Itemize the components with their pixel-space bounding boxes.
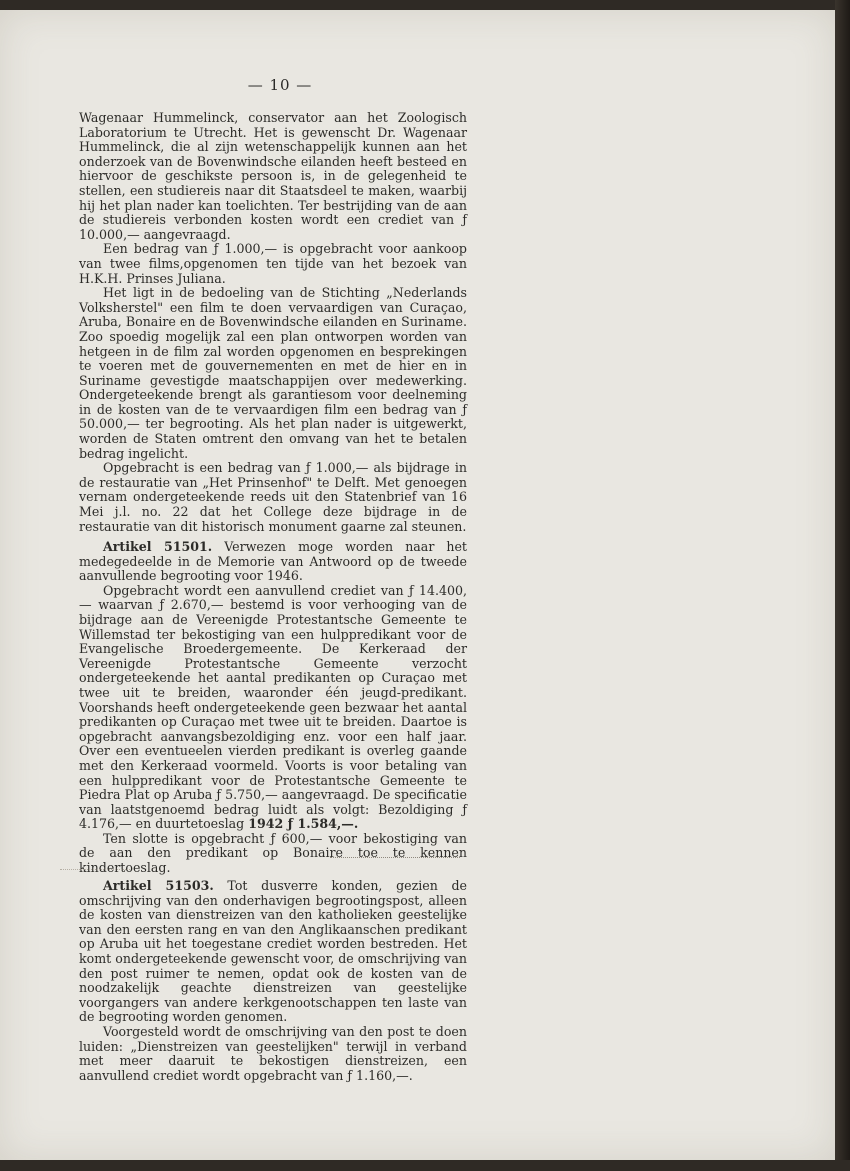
separator-dots [60,869,130,872]
paragraph: Wagenaar Hummelinck, conservator aan het Zoologisch Laboratorium te Utrecht. Het is gewenscht Dr. Wagenaar Hummelinck, die al zijn wetenschappelijk kunnen aan het onderzoek van de Bovenwindsche eilanden heeft besteed en hiervoor de geschikste persoon is, in de gelegenheid te stellen, een studiereis naar dit Staatsdeel te maken, waarbij hij het plan nader kan toelichten. Ter bestrijding van de aan de studiereis verbonden kosten wordt een crediet van ƒ 10.000,— aangevraagd. [79,110,467,242]
section-artikel-51501 [79,540,467,876]
paragraph: Opgebracht is een bedrag van ƒ 1.000,— als bijdrage in de restauratie van „Het Prinsenhof" te Delft. Met genoegen vernam ondergeteekende reeds uit den Statenbrief van 16 Mei j.l. no. 22 dat het College deze bijdrage in de restauratie van dit historisch monument gaarne zal steunen. [79,460,467,534]
article-intro-text: Tot dusverre konden, gezien de omschrijving van den onderhavigen begrootingspost, alleen de kosten van dienstreizen van den katholieken geestelijke van den eersten rang en van den Anglikaanschen predikant op Aruba uit het toegestane crediet worden bestreden. Het komt ondergeteekende gewenscht voor, de omschrijving van den post ruimer te nemen, opdat ook de kosten van de noodzakelijk geachte dienstreizen van geestelijke voorgangers van andere kerkgenootschappen ten laste van de begrooting worden genomen. [79,878,467,1025]
paragraph: Voorgesteld wordt de omschrijving van den post te doen luiden: „Dienstreizen van geestelijken" terwijl in verband met meer daaruit te bekostigen dienstreizen, een aanvullend crediet wordt opgebracht van ƒ 1.160,—. [79,1023,467,1083]
scan-border-bottom [0,1160,850,1171]
article-label: Artikel 51503. [103,878,214,893]
page-number: — 10 — [247,76,313,94]
article-intro-paragraph [79,540,467,584]
section-artikel-51503 [79,879,467,1083]
bold-amount: 1942 ƒ 1.584,—. [248,816,359,832]
separator-dots [330,857,460,860]
article-intro-text: Verwezen moge worden naar het medegedeelde in de Memorie van Antwoord op de tweede aanvullende begrooting voor 1946. [79,539,467,584]
paragraph: Ten slotte is opgebracht ƒ 600,— voor bekostiging van de aan den predikant op Bonaire toe te kennen kindertoeslag. [79,830,467,876]
paragraph: Het ligt in de bedoeling van de Stichting „Nederlands Volksherstel" een film te doen vervaardigen van Curaçao, Aruba, Bonaire en de Bovenwindsche eilanden en Suriname. Zoo spoedig mogelijk zal een plan ontworpen worden van hetgeen in de film zal worden opgenomen en besprekingen te voeren met de gouvernementen en met de hier en in Suriname gevestigde maatschappijen over medewerking. Ondergeteekende brengt als garantiesom voor deelneming in de kosten van de te vervaardigen film een bedrag van ƒ 50.000,— ter begrooting. Als het plan nader is uitgewerkt, worden de Staten omtrent den omvang van het te betalen bedrag ingelicht. [79,285,467,461]
scan-border-top [0,0,850,10]
section-budget-notes [79,111,467,534]
paragraph [79,584,467,832]
article-label: Artikel 51501. [103,539,213,554]
paragraph: Een bedrag van ƒ 1.000,— is opgebracht voor aankoop van twee films,opgenomen ten tijde van het bezoek van H.K.H. Prinses Juliana. [79,241,467,286]
scan-border-right [835,0,850,1171]
article-intro-paragraph [79,879,467,1025]
paragraph-text: Opgebracht wordt een aanvullend crediet van ƒ 14.400,— waarvan ƒ 2.670,— bestemd is voor verhooging van de bijdrage aan de Vereenigde Protestantsche Gemeente te Willemstad ter bekostiging van een hulppredikant voor de Evangelische Broedergemeente. De Kerkeraad der Vereenigde Protestantsche Gemeente verzocht ondergeteekende het aantal predikanten op Curaçao met twee uit te breiden, waaronder één jeugd-predikant. Voorshands heeft ondergeteekende geen bezwaar het aantal predikanten op Curaçao met twee uit te breiden. Daartoe is opgebracht aanvangsbezoldiging enz. voor een half jaar. Over een eventueelen vierden predikant is overleg gaande met den Kerkeraad voormeld. Voorts is voor betaling van een hulppredikant voor de Protestantsche Gemeente te Piedra Plat op Aruba ƒ 5.750,— aangevraagd. De specificatie van laatstgenoemd bedrag luidt als volgt: Bezoldiging ƒ 4.176,— en duurtetoeslag [79,582,467,832]
